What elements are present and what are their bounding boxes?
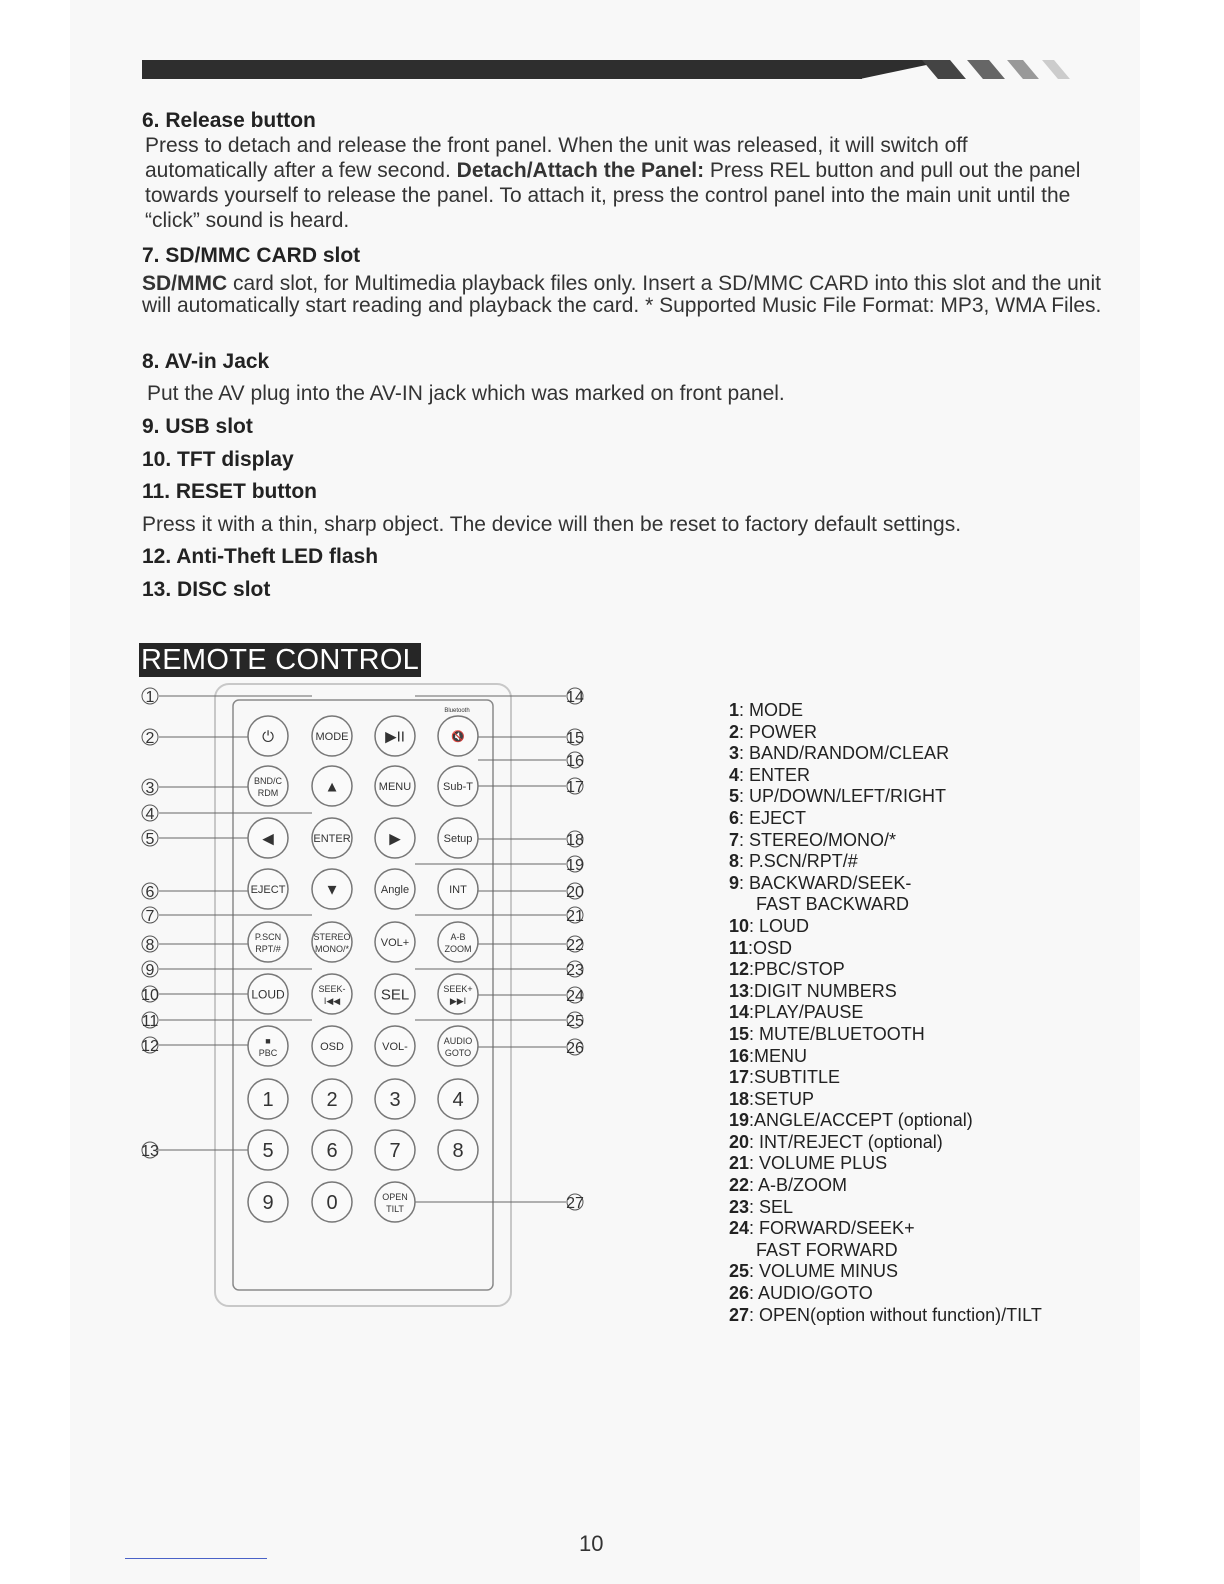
remote-button-stereo[interactable]	[312, 922, 352, 962]
legend-text: VOLUME PLUS	[759, 1153, 888, 1174]
callout-number: 8	[145, 937, 155, 954]
remote-button-label: ▶II	[385, 728, 405, 746]
legend-item	[729, 1218, 1042, 1240]
legend-separator: :	[749, 1304, 760, 1325]
callout-number: 9	[145, 962, 155, 979]
legend-separator: :	[739, 807, 750, 828]
body-bold-text: Detach/Attach the Panel:	[456, 159, 705, 182]
section-heading: 10. TFT display	[142, 448, 294, 471]
section-body: Press it with a thin, sharp object. The device will then be reset to factory default settings.	[142, 513, 962, 536]
remote-button-label: OSD	[320, 1040, 344, 1053]
legend-separator: :	[749, 980, 755, 1001]
legend-separator: :	[749, 1283, 759, 1304]
legend-separator: :	[749, 1131, 760, 1152]
remote-button-shape[interactable]	[375, 1182, 415, 1222]
remote-button-sublabel: RDM	[257, 788, 279, 798]
legend-number: 23	[729, 1196, 750, 1217]
remote-button-label: ▶	[389, 830, 401, 848]
legend-separator: :	[749, 1261, 760, 1282]
legend-item	[729, 1132, 1042, 1154]
legend-number: 16	[729, 1045, 750, 1066]
legend-item	[729, 981, 1042, 1003]
legend-text: INT/REJECT (optional)	[759, 1131, 943, 1152]
remote-button-sublabel: MONO/*	[314, 944, 350, 954]
legend-item	[729, 1046, 1042, 1068]
legend-text: POWER	[749, 721, 818, 742]
legend-item	[729, 1089, 1042, 1111]
remote-button-label: ENTER	[313, 832, 351, 845]
remote-button-label: 5	[262, 1140, 274, 1163]
legend-number: 12	[729, 959, 750, 980]
remote-button-label: AUDIO	[443, 1036, 473, 1046]
callout-number: 12	[141, 1038, 159, 1055]
legend-separator: :	[739, 786, 750, 807]
section-heading: 7. SD/MMC CARD slot	[142, 244, 361, 267]
remote-button-label: ■	[265, 1036, 271, 1046]
legend-item	[729, 830, 1042, 852]
remote-button-sublabel: I◀◀	[323, 996, 341, 1006]
legend-text: SETUP	[754, 1088, 815, 1109]
callout-number: 26	[566, 1040, 584, 1057]
legend-text: STEREO/MONO/*	[749, 829, 897, 850]
remote-button-shape[interactable]	[248, 766, 288, 806]
remote-button-sub-t[interactable]	[438, 766, 478, 806]
remote-button-sublabel: ▶▶I	[449, 996, 467, 1006]
callout-number: 25	[566, 1013, 584, 1030]
legend-text: BAND/RANDOM/CLEAR	[749, 743, 950, 764]
legend-item	[729, 1110, 1042, 1132]
remote-button-int[interactable]	[438, 869, 478, 909]
legend-separator: :	[749, 959, 755, 980]
callout-numbers	[141, 688, 584, 1215]
remote-button-n1[interactable]	[248, 1079, 288, 1119]
remote-button-seek-plus[interactable]	[438, 974, 478, 1014]
legend-separator: :	[739, 764, 750, 785]
legend-item	[729, 1175, 1042, 1197]
body-bold-text: SD/MMC	[142, 272, 228, 295]
callout-number: 1	[145, 689, 155, 706]
legend-text: SUBTITLE	[754, 1067, 841, 1088]
button-legend	[729, 700, 1042, 1326]
callout-number: 21	[566, 908, 584, 925]
bluetooth-label: Bluetooth	[444, 708, 470, 714]
remote-button-label: 0	[326, 1192, 338, 1215]
legend-separator: :	[749, 1002, 755, 1023]
body-text: card slot, for Multimedia playback files only. Insert a SD/MMC CARD into this slot and the unit will automatically start reading and playback the card. * Supported Music File Format: MP3, WMA Files.	[142, 272, 1102, 317]
legend-item	[729, 1283, 1042, 1305]
legend-separator: :	[749, 1218, 760, 1239]
remote-button-label: BND/C	[253, 776, 283, 786]
remote-button-label: 4	[452, 1089, 464, 1112]
legend-text: BACKWARD/SEEK-	[749, 872, 912, 893]
legend-item	[729, 722, 1042, 744]
remote-button-label: EJECT	[250, 883, 286, 896]
legend-item	[729, 1197, 1042, 1219]
remote-button-sublabel: TILT	[386, 1204, 404, 1214]
legend-separator: :	[749, 1110, 755, 1131]
legend-continuation: FAST BACKWARD	[756, 894, 910, 915]
legend-text: LOUD	[759, 915, 810, 936]
remote-button-down[interactable]	[312, 869, 352, 909]
legend-separator: :	[739, 872, 750, 893]
remote-button-label: SEEK+	[443, 984, 473, 994]
legend-number: 4	[729, 764, 740, 785]
remote-button-seek-minus[interactable]	[312, 974, 352, 1014]
remote-button-shape[interactable]	[248, 922, 288, 962]
callout-number: 16	[566, 753, 584, 770]
remote-button-vol-minus[interactable]	[375, 1026, 415, 1066]
legend-number: 21	[729, 1153, 750, 1174]
legend-separator: :	[749, 1067, 755, 1088]
remote-button-loud[interactable]	[248, 974, 288, 1014]
legend-number: 18	[729, 1088, 750, 1109]
remote-button-vol-plus[interactable]	[375, 922, 415, 962]
callout-number: 20	[566, 884, 584, 901]
legend-text: SEL	[759, 1196, 794, 1217]
remote-button-shape[interactable]	[312, 922, 352, 962]
remote-button-label: MENU	[378, 780, 412, 793]
callout-number: 3	[145, 780, 155, 797]
remote-button-label: 9	[262, 1192, 274, 1215]
legend-text: ENTER	[749, 764, 811, 785]
remote-button-label: 🔇	[451, 730, 465, 743]
legend-item	[729, 1261, 1042, 1283]
remote-button-n3[interactable]	[375, 1079, 415, 1119]
legend-text: OSD	[753, 937, 793, 958]
remote-button-shape[interactable]	[438, 974, 478, 1014]
legend-number: 1	[729, 700, 740, 720]
callout-number: 6	[145, 884, 155, 901]
section-heading: 12. Anti-Theft LED flash	[142, 545, 379, 568]
remote-button-power[interactable]	[248, 716, 288, 756]
remote-button-menu[interactable]	[375, 766, 415, 806]
callout-number: 15	[566, 730, 584, 747]
remote-button-mode[interactable]	[312, 716, 352, 756]
callout-number: 7	[145, 908, 155, 925]
remote-button-n9[interactable]	[248, 1182, 288, 1222]
remote-button-angle[interactable]	[375, 869, 415, 909]
remote-button-label: 3	[389, 1089, 401, 1112]
section-heading: 13. DISC slot	[142, 578, 271, 601]
remote-button-sublabel: RPT/#	[255, 944, 281, 954]
legend-item	[729, 1024, 1042, 1046]
remote-button-right[interactable]	[375, 818, 415, 858]
remote-button-label: SEL	[380, 986, 410, 1004]
remote-button-n4[interactable]	[438, 1079, 478, 1119]
legend-text: MUTE/BLUETOOTH	[759, 1023, 925, 1044]
legend-separator: :	[739, 829, 750, 850]
callout-number: 22	[566, 937, 584, 954]
remote-button-label: 7	[389, 1140, 401, 1163]
body-text: Press to detach and release the front panel. When the unit was released, it will switch off automatically after a few second.	[145, 134, 968, 182]
legend-separator: :	[749, 1045, 755, 1066]
remote-button-label: Setup	[443, 832, 473, 845]
legend-number: 14	[729, 1002, 750, 1023]
legend-number: 10	[729, 915, 750, 936]
remote-button-n0[interactable]	[312, 1182, 352, 1222]
callout-lines	[159, 696, 566, 1202]
legend-item	[729, 743, 1042, 765]
callout-number: 18	[566, 832, 584, 849]
remote-button-label: ▼	[324, 881, 340, 899]
remote-button-shape[interactable]	[438, 922, 478, 962]
remote-button-label: VOL+	[380, 936, 410, 949]
callout-number: 24	[566, 988, 584, 1005]
remote-button-label: ⏻	[262, 728, 274, 746]
legend-item	[729, 786, 1042, 808]
callout-number: 2	[145, 730, 155, 747]
remote-button-left[interactable]	[248, 818, 288, 858]
remote-button-label: MODE	[315, 730, 349, 743]
callout-number: 10	[141, 987, 159, 1004]
legend-text: VOLUME MINUS	[759, 1261, 899, 1282]
legend-number: 25	[729, 1261, 750, 1282]
remote-control-title: REMOTE CONTROL	[141, 644, 420, 676]
callout-number: 17	[566, 779, 584, 796]
remote-button-n7[interactable]	[375, 1130, 415, 1170]
legend-number: 8	[729, 851, 740, 872]
remote-button-n2[interactable]	[312, 1079, 352, 1119]
legend-text: EJECT	[749, 807, 807, 828]
legend-separator: :	[749, 1088, 755, 1109]
legend-number: 9	[729, 872, 740, 893]
legend-number: 22	[729, 1175, 750, 1196]
remote-button-eject[interactable]	[248, 869, 288, 909]
callout-number: 14	[566, 689, 584, 706]
legend-item	[729, 916, 1042, 938]
remote-button-play-pause[interactable]	[375, 716, 415, 756]
remote-button-sublabel: PBC	[258, 1048, 278, 1058]
remote-button-audio-goto[interactable]	[438, 1026, 478, 1066]
remote-button-label: VOL-	[382, 1040, 408, 1053]
legend-separator: :	[749, 1023, 760, 1044]
legend-item	[729, 938, 1042, 960]
legend-number: 26	[729, 1283, 750, 1304]
remote-button-shape[interactable]	[438, 1026, 478, 1066]
remote-button-bnd-rdm[interactable]	[248, 766, 288, 806]
callout-number: 27	[566, 1195, 584, 1212]
remote-button-enter[interactable]	[312, 818, 352, 858]
legend-number: 11	[729, 937, 749, 958]
legend-separator: :	[749, 1175, 759, 1196]
remote-button-setup[interactable]	[438, 818, 478, 858]
legend-number: 5	[729, 786, 740, 807]
legend-text: A-B/ZOOM	[758, 1175, 848, 1196]
legend-number: 15	[729, 1023, 750, 1044]
remote-button-label: SEEK-	[318, 984, 346, 994]
remote-button-pscn[interactable]	[248, 922, 288, 962]
legend-text: AUDIO/GOTO	[758, 1283, 873, 1304]
callout-number: 11	[141, 1013, 159, 1030]
remote-button-label: Angle	[380, 883, 410, 896]
legend-separator: :	[739, 851, 750, 872]
remote-button-label: P.SCN	[254, 932, 282, 942]
remote-button-label: 2	[326, 1089, 338, 1112]
legend-item	[729, 873, 1042, 895]
legend-text: FORWARD/SEEK+	[759, 1218, 915, 1239]
remote-button-open-tilt[interactable]	[375, 1182, 415, 1222]
section-heading: 11. RESET button	[142, 480, 318, 503]
page-number: 10	[579, 1531, 604, 1556]
legend-text: ANGLE/ACCEPT (optional)	[754, 1110, 973, 1131]
remote-button-label: STEREO	[313, 932, 351, 942]
legend-number: 27	[729, 1304, 750, 1325]
legend-separator: :	[739, 743, 750, 764]
legend-number: 7	[729, 829, 740, 850]
remote-button-sublabel: ZOOM	[444, 944, 472, 954]
legend-text: P.SCN/RPT/#	[749, 851, 858, 872]
remote-button-label: OPEN	[382, 1192, 408, 1202]
remote-button-shape[interactable]	[248, 1026, 288, 1066]
remote-button-ab-zoom[interactable]	[438, 922, 478, 962]
legend-separator: :	[748, 937, 754, 958]
legend-item	[729, 765, 1042, 787]
remote-button-osd[interactable]	[312, 1026, 352, 1066]
remote-button-n5[interactable]	[248, 1130, 288, 1170]
callout-number: 13	[141, 1143, 159, 1160]
legend-number: 3	[729, 743, 740, 764]
remote-button-label: A-B	[450, 932, 466, 942]
legend-text: PLAY/PAUSE	[754, 1002, 864, 1023]
legend-number: 20	[729, 1131, 750, 1152]
footer-underline	[125, 1558, 267, 1559]
callout-number: 19	[566, 857, 584, 874]
legend-item	[729, 700, 1042, 722]
remote-button-label: 1	[262, 1089, 274, 1112]
remote-button-pbc[interactable]	[248, 1026, 288, 1066]
legend-number: 24	[729, 1218, 750, 1239]
callout-number: 4	[145, 806, 155, 823]
callout-number: 23	[566, 962, 584, 979]
remote-button-label: LOUD	[251, 987, 285, 1002]
legend-separator: :	[739, 700, 750, 720]
legend-text: UP/DOWN/LEFT/RIGHT	[749, 786, 947, 807]
remote-button-label: ▲	[324, 778, 340, 796]
legend-text: DIGIT NUMBERS	[754, 980, 897, 1001]
section-body: Put the AV plug into the AV-IN jack which was marked on front panel.	[147, 382, 785, 405]
legend-item	[729, 851, 1042, 873]
remote-button-n8[interactable]	[438, 1130, 478, 1170]
legend-separator: :	[749, 1196, 760, 1217]
section-heading: 8. AV-in Jack	[142, 350, 270, 373]
callout-number: 5	[145, 831, 155, 848]
remote-button-sel[interactable]	[375, 974, 415, 1014]
legend-item	[729, 1002, 1042, 1024]
legend-item	[729, 1153, 1042, 1175]
legend-text: MENU	[754, 1045, 808, 1066]
legend-text: OPEN(option without function)/TILT	[759, 1304, 1042, 1325]
remote-button-n6[interactable]	[312, 1130, 352, 1170]
section-heading: 9. USB slot	[142, 415, 253, 438]
legend-item	[729, 959, 1042, 981]
remote-button-sublabel: GOTO	[444, 1048, 472, 1058]
remote-button-label: INT	[449, 883, 467, 896]
legend-item	[729, 1067, 1042, 1089]
legend-separator: :	[749, 915, 760, 936]
remote-button-label: Sub-T	[443, 780, 473, 793]
legend-number: 17	[729, 1067, 750, 1088]
remote-button-mute[interactable]	[438, 716, 478, 756]
legend-text: PBC/STOP	[754, 959, 845, 980]
legend-continuation: FAST FORWARD	[756, 1239, 898, 1260]
remote-button-shape[interactable]	[312, 974, 352, 1014]
legend-number: 13	[729, 980, 750, 1001]
legend-item	[729, 1305, 1042, 1327]
legend-number: 6	[729, 807, 740, 828]
legend-item	[729, 808, 1042, 830]
remote-button-label: ◀	[262, 830, 274, 848]
remote-button-label: 6	[326, 1140, 338, 1163]
legend-number: 19	[729, 1110, 750, 1131]
section-heading: 6. Release button	[142, 109, 316, 132]
legend-separator: :	[739, 721, 750, 742]
legend-text: MODE	[749, 700, 804, 720]
body-text: Press REL button and pull out the panel towards yourself to release the panel. To attach it, press the control panel into the main unit until the “click” sound is heard.	[145, 159, 1081, 232]
remote-button-label: 8	[452, 1140, 464, 1163]
legend-number: 2	[729, 721, 740, 742]
legend-separator: :	[749, 1153, 760, 1174]
remote-button-up[interactable]	[312, 766, 352, 806]
